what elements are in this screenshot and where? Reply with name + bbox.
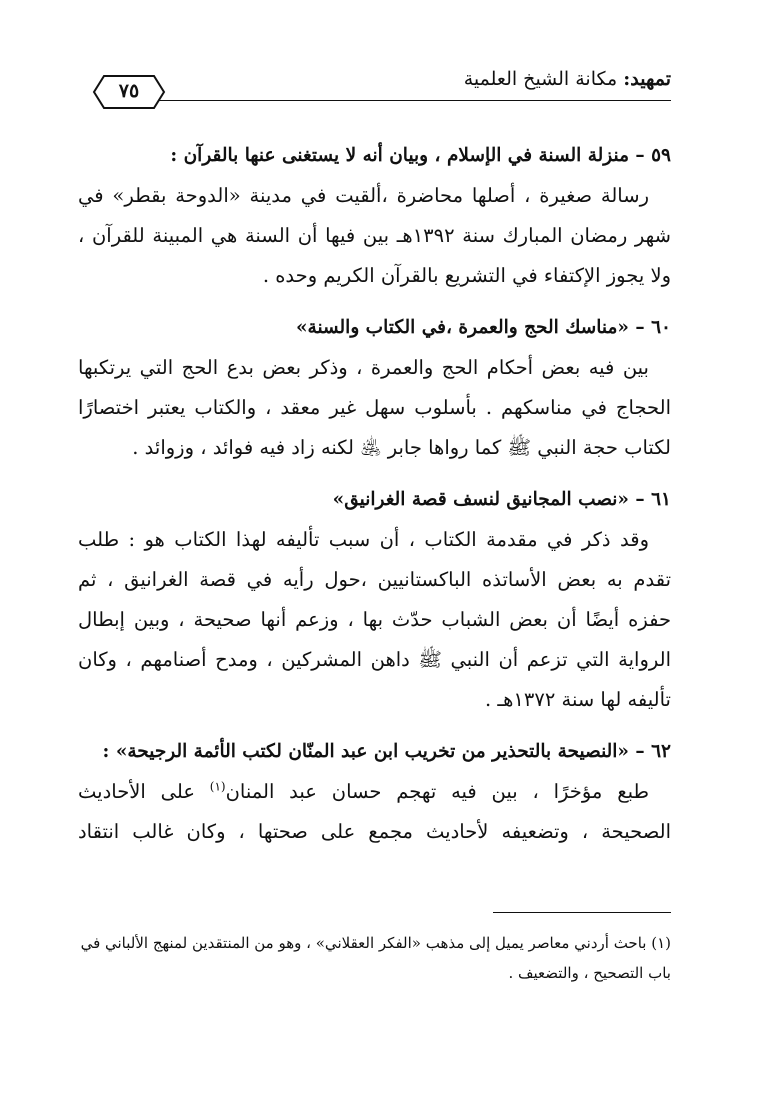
- header-rule: [152, 100, 671, 101]
- page-number-badge: [92, 74, 166, 110]
- section-body: [78, 772, 671, 852]
- text-line: [78, 772, 671, 812]
- section-heading: ٥٩ – منزلة السنة في الإسلام ، وبيان أنه لا يستغنى عنها بالقرآن :: [170, 145, 671, 166]
- footnote-reference[interactable]: (١): [209, 779, 226, 794]
- footnote-line: باب التصحيح ، والتضعيف .: [508, 964, 671, 982]
- text-line: شهر رمضان المبارك سنة ١٣٩٢هـ بين فيها أن السنة هي المبينة للقرآن ،: [78, 224, 671, 247]
- text-line: وقد ذكر في مقدمة الكتاب ، أن سبب تأليفه لهذا الكتاب هو : طلب: [78, 528, 649, 551]
- header-title-rest: مكانة الشيخ العلمية: [463, 68, 618, 90]
- text-segment: طبع مؤخرًا ، بين فيه تهجم حسان عبد المنان: [225, 780, 649, 803]
- section-body: [78, 348, 671, 468]
- text-line: الصحيحة ، وتضعيفه لأحاديث مجمع على صحتها ، وكان غالب انتقاد: [78, 820, 671, 843]
- text-line: الحجاج في مناسكهم . بأسلوب سهل غير معقد ، والكتاب يعتبر اختصارًا: [78, 396, 671, 419]
- text-line: بين فيه بعض أحكام الحج والعمرة ، وذكر بعض بدع الحج التي يرتكبها: [78, 356, 649, 379]
- section-heading: ٦٠ – «مناسك الحج والعمرة ،في الكتاب والسنة»: [295, 317, 671, 338]
- section-61: [78, 482, 671, 720]
- footnote: [82, 928, 671, 988]
- footnote-rule: [493, 912, 671, 913]
- section-59: [78, 138, 671, 296]
- main-text: [78, 138, 671, 866]
- section-heading: ٦١ – «نصب المجانيق لنسف قصة الغرانيق»: [332, 489, 671, 510]
- section-heading: ٦٢ – «النصيحة بالتحذير من تخريب ابن عبد المنّان لكتب الأئمة الرجيحة» :: [102, 741, 671, 762]
- text-line: حفزه أيضًا أن بعض الشباب حدّث بها ، وزعم أنها صحيحة ، وبين إبطال: [78, 608, 671, 631]
- section-body: [78, 176, 671, 296]
- text-line: لكتاب حجة النبي ﷺ كما رواها جابر ﵁ لكنه زاد فيه فوائد ، وزوائد .: [132, 436, 671, 459]
- text-line: رسالة صغيرة ، أصلها محاضرة ،ألقيت في مدينة «الدوحة بقطر» في: [78, 184, 649, 207]
- footnote-line: (١) باحث أردني معاصر يميل إلى مذهب «الفكر العقلاني» ، وهو من المنتقدين لمنهج الألباني في: [80, 934, 671, 952]
- section-62: [78, 734, 671, 852]
- section-body: [78, 520, 671, 720]
- running-header: [92, 60, 671, 100]
- header-title: [464, 68, 671, 90]
- text-segment: على الأحاديث: [78, 780, 210, 803]
- text-line: الرواية التي تزعم أن النبي ﷺ داهن المشركين ، ومدح أصنامهم ، وكان: [78, 648, 671, 671]
- text-line: تقدم به بعض الأساتذه الباكستانيين ،حول رأيه في قصة الغرانيق ، ثم: [78, 568, 671, 591]
- text-line: ولا يجوز الإكتفاء في التشريع بالقرآن الكريم وحده .: [262, 264, 671, 287]
- text-line: تأليفه لها سنة ١٣٧٢هـ .: [485, 688, 671, 711]
- header-title-bold: تمهيد:: [623, 68, 671, 90]
- page-number: ٧٥: [118, 80, 140, 102]
- section-60: [78, 310, 671, 468]
